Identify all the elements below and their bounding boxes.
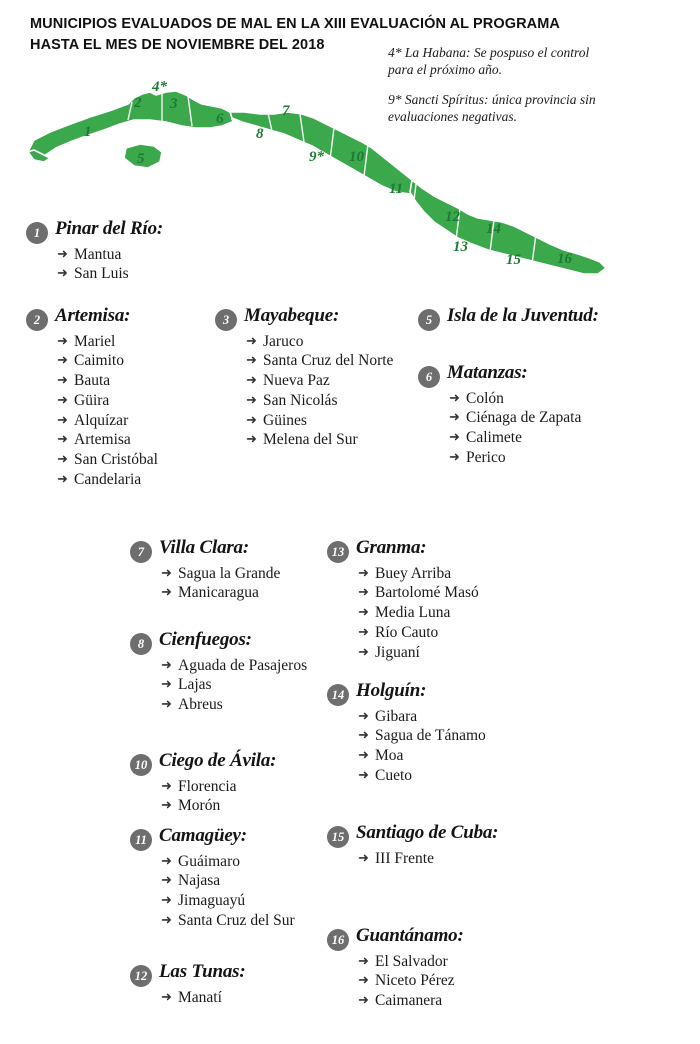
province-block-cienfuegos [130, 629, 320, 714]
municipality-name: Güines [263, 411, 307, 429]
arrow-icon: ➜ [358, 727, 369, 743]
municipality-name: Aguada de Pasajeros [178, 656, 308, 674]
province-header [26, 218, 276, 244]
arrow-icon: ➜ [57, 352, 68, 368]
map-label-13: 13 [453, 239, 468, 255]
province-name: Ciego de Ávila: [159, 750, 277, 771]
municipality-list [358, 850, 527, 868]
municipality-name: Güira [74, 391, 110, 409]
arrow-icon: ➜ [57, 451, 68, 467]
arrow-icon: ➜ [246, 411, 257, 427]
list-item [161, 676, 320, 694]
list-item [57, 352, 226, 370]
municipality-name: Mantua [74, 245, 122, 263]
list-item [57, 265, 276, 283]
map-label-12: 12 [445, 209, 460, 225]
list-item [161, 696, 320, 714]
province-name: Artemisa: [55, 305, 131, 326]
province-number-badge: 10 [130, 754, 152, 776]
list-item [57, 333, 226, 351]
map-label-4: 4* [152, 79, 167, 95]
list-item [57, 392, 226, 410]
province-block-isla-de-la-juventud [418, 305, 678, 331]
province-name: Santiago de Cuba: [356, 822, 499, 843]
province-block-artemisa [26, 305, 226, 489]
province-header [327, 537, 547, 563]
arrow-icon: ➜ [246, 431, 257, 447]
municipality-name: Jimaguayú [178, 892, 246, 910]
list-item [358, 727, 547, 745]
province-name: Las Tunas: [159, 961, 246, 982]
arrow-icon: ➜ [161, 852, 172, 868]
municipality-name: Sagua la Grande [178, 564, 281, 582]
province-block-santiago-de-cuba [327, 822, 527, 868]
municipality-list [161, 657, 320, 715]
list-item [358, 747, 547, 765]
list-item [358, 604, 547, 622]
municipality-name: Najasa [178, 872, 221, 890]
province-number-badge: 15 [327, 826, 349, 848]
arrow-icon: ➜ [57, 411, 68, 427]
list-item [161, 657, 320, 675]
arrow-icon: ➜ [358, 643, 369, 659]
arrow-icon: ➜ [161, 696, 172, 712]
arrow-icon: ➜ [358, 747, 369, 763]
list-item [246, 352, 415, 370]
list-item [161, 584, 320, 602]
map-label-11: 11 [389, 181, 404, 197]
province-number-badge: 8 [130, 633, 152, 655]
arrow-icon: ➜ [358, 623, 369, 639]
arrow-icon: ➜ [161, 777, 172, 793]
municipality-name: Artemisa [74, 431, 131, 449]
municipality-name: Jaruco [263, 332, 304, 350]
municipality-name: Manatí [178, 988, 222, 1006]
province-block-villa-clara [130, 537, 320, 603]
province-name: Holguín: [356, 680, 427, 701]
arrow-icon: ➜ [161, 584, 172, 600]
province-number-badge: 16 [327, 929, 349, 951]
list-item [358, 644, 547, 662]
arrow-icon: ➜ [449, 409, 460, 425]
arrow-icon: ➜ [246, 372, 257, 388]
municipality-list [246, 333, 415, 450]
municipality-name: Caimito [74, 352, 124, 370]
arrow-icon: ➜ [449, 429, 460, 445]
municipality-name: Florencia [178, 777, 237, 795]
province-block-las-tunas [130, 961, 320, 1007]
municipality-name: Bartolomé Masó [375, 584, 479, 602]
map-label-8: 8 [256, 126, 264, 142]
arrow-icon: ➜ [57, 431, 68, 447]
municipality-name: Moa [375, 747, 404, 765]
list-item [161, 853, 325, 871]
province-block-granma [327, 537, 547, 662]
province-name: Camagüey: [159, 825, 247, 846]
list-item [246, 333, 415, 351]
municipality-name: San Luis [74, 265, 129, 283]
municipality-name: Lajas [178, 676, 212, 694]
province-number-badge: 14 [327, 684, 349, 706]
municipality-name: El Salvador [375, 952, 448, 970]
list-item [161, 892, 325, 910]
municipality-name: Calimete [466, 429, 522, 447]
list-item [57, 372, 226, 390]
list-item [358, 584, 547, 602]
province-header [130, 961, 320, 987]
map-label-6: 6 [216, 111, 224, 127]
province-header [418, 305, 678, 331]
municipality-name: Colón [466, 389, 504, 407]
municipality-name: Perico [466, 448, 506, 466]
list-item [358, 953, 547, 971]
province-name: Pinar del Río: [55, 218, 164, 239]
list-item [358, 708, 547, 726]
province-name: Cienfuegos: [159, 629, 252, 650]
municipality-name: Buey Arriba [375, 564, 452, 582]
list-item [161, 797, 330, 815]
municipality-name: Mariel [74, 332, 116, 350]
list-item [358, 565, 547, 583]
list-item [161, 872, 325, 890]
arrow-icon: ➜ [161, 988, 172, 1004]
municipality-name: Guáimaro [178, 852, 240, 870]
municipality-name: Caimanera [375, 992, 443, 1010]
province-header [130, 537, 320, 563]
municipality-list [358, 708, 547, 786]
list-item [449, 429, 658, 447]
municipality-name: Santa Cruz del Sur [178, 911, 295, 929]
footnote-4: 4* La Habana: Se pospuso el control para el próximo año. [388, 45, 590, 78]
province-number-badge: 2 [26, 309, 48, 331]
municipality-name: Abreus [178, 696, 223, 714]
province-number-badge: 5 [418, 309, 440, 331]
municipality-name: Nueva Paz [263, 372, 330, 390]
province-block-guantanamo [327, 925, 547, 1010]
municipality-list [358, 953, 547, 1011]
list-item [358, 767, 547, 785]
arrow-icon: ➜ [161, 911, 172, 927]
arrow-icon: ➜ [57, 245, 68, 261]
list-item [161, 989, 320, 1007]
province-header [327, 680, 547, 706]
municipality-list [161, 989, 320, 1007]
arrow-icon: ➜ [161, 564, 172, 580]
list-item [57, 412, 226, 430]
municipality-list [57, 333, 226, 490]
map-label-9: 9* [309, 149, 324, 165]
arrow-icon: ➜ [358, 707, 369, 723]
map-label-10: 10 [349, 149, 364, 165]
province-number-badge: 13 [327, 541, 349, 563]
arrow-icon: ➜ [161, 676, 172, 692]
municipality-name: San Cristóbal [74, 451, 158, 469]
arrow-icon: ➜ [358, 849, 369, 865]
province-header [130, 750, 330, 776]
map-label-7: 7 [282, 103, 290, 119]
municipality-name: Morón [178, 797, 221, 815]
list-item [57, 451, 226, 469]
province-header [215, 305, 415, 331]
arrow-icon: ➜ [358, 972, 369, 988]
municipality-list [57, 246, 276, 284]
municipality-name: Ciénaga de Zapata [466, 409, 582, 427]
municipality-name: Jiguaní [375, 643, 420, 661]
arrow-icon: ➜ [57, 332, 68, 348]
municipality-list [358, 565, 547, 662]
province-name: Granma: [356, 537, 427, 558]
arrow-icon: ➜ [449, 389, 460, 405]
municipality-name: III Frente [375, 849, 434, 867]
arrow-icon: ➜ [246, 332, 257, 348]
municipality-list [161, 853, 325, 931]
arrow-icon: ➜ [161, 797, 172, 813]
municipality-name: Candelaria [74, 470, 142, 488]
map-label-3: 3 [170, 96, 178, 112]
municipality-list [161, 778, 330, 816]
list-item [246, 372, 415, 390]
municipality-name: San Nicolás [263, 391, 338, 409]
arrow-icon: ➜ [246, 391, 257, 407]
municipality-list [449, 390, 658, 468]
map-label-14: 14 [486, 221, 501, 237]
arrow-icon: ➜ [161, 892, 172, 908]
province-name: Matanzas: [447, 362, 528, 383]
list-item [57, 246, 276, 264]
arrow-icon: ➜ [161, 656, 172, 672]
list-item [449, 390, 658, 408]
province-name: Guantánamo: [356, 925, 464, 946]
map-label-2: 2 [134, 95, 142, 111]
municipality-name: Santa Cruz del Norte [263, 352, 394, 370]
list-item [358, 624, 547, 642]
arrow-icon: ➜ [57, 391, 68, 407]
list-item [246, 392, 415, 410]
municipality-name: Gibara [375, 707, 418, 725]
municipality-name: Cueto [375, 766, 413, 784]
footnote-9: 9* Sancti Spíritus: única provincia sin evaluaciones negativas. [388, 91, 596, 124]
arrow-icon: ➜ [246, 352, 257, 368]
municipality-name: Río Cauto [375, 623, 439, 641]
list-item [449, 449, 658, 467]
arrow-icon: ➜ [358, 604, 369, 620]
arrow-icon: ➜ [57, 470, 68, 486]
title-line-1: MUNICIPIOS EVALUADOS DE MAL EN LA XIII EVALUACIÓN AL PROGRAMA [30, 16, 561, 32]
province-number-badge: 11 [130, 829, 152, 851]
province-number-badge: 7 [130, 541, 152, 563]
list-item [57, 471, 226, 489]
map-label-1: 1 [84, 124, 92, 140]
province-block-holguin [327, 680, 547, 785]
map-label-16: 16 [557, 251, 572, 267]
map-label-15: 15 [506, 252, 521, 268]
arrow-icon: ➜ [358, 952, 369, 968]
list-item [449, 409, 658, 427]
municipality-name: Media Luna [375, 604, 451, 622]
province-block-camaguey [130, 825, 325, 930]
province-number-badge: 12 [130, 965, 152, 987]
province-header [26, 305, 226, 331]
arrow-icon: ➜ [57, 265, 68, 281]
municipality-name: Manicaragua [178, 584, 259, 602]
province-block-matanzas [418, 362, 658, 467]
list-item [358, 972, 547, 990]
arrow-icon: ➜ [57, 372, 68, 388]
province-name: Isla de la Juventud: [447, 305, 599, 326]
arrow-icon: ➜ [449, 448, 460, 464]
province-number-badge: 6 [418, 366, 440, 388]
province-header [130, 825, 325, 851]
list-item [358, 850, 527, 868]
province-number-badge: 3 [215, 309, 237, 331]
list-item [57, 431, 226, 449]
province-name: Mayabeque: [244, 305, 340, 326]
title-line-2: HASTA EL MES DE NOVIEMBRE DEL 2018 [30, 37, 325, 54]
municipality-name: Niceto Pérez [375, 972, 455, 990]
province-header [130, 629, 320, 655]
arrow-icon: ➜ [358, 766, 369, 782]
list-item [161, 912, 325, 930]
list-item [161, 565, 320, 583]
map-label-5: 5 [137, 151, 145, 167]
arrow-icon: ➜ [358, 564, 369, 580]
province-header [418, 362, 658, 388]
arrow-icon: ➜ [358, 992, 369, 1008]
province-header [327, 822, 527, 848]
municipality-list [161, 565, 320, 603]
province-number-badge: 1 [26, 222, 48, 244]
list-item [161, 778, 330, 796]
province-block-ciego-de-avila [130, 750, 330, 816]
province-header [327, 925, 547, 951]
list-item [358, 992, 547, 1010]
municipality-name: Bauta [74, 372, 111, 390]
province-block-mayabeque [215, 305, 415, 450]
municipality-name: Alquízar [74, 411, 129, 429]
list-item [246, 431, 415, 449]
municipality-name: Sagua de Tánamo [375, 727, 486, 745]
province-block-pinar-del-rio [26, 218, 276, 284]
arrow-icon: ➜ [358, 584, 369, 600]
list-item [246, 412, 415, 430]
municipality-name: Melena del Sur [263, 431, 358, 449]
province-name: Villa Clara: [159, 537, 249, 558]
arrow-icon: ➜ [161, 872, 172, 888]
